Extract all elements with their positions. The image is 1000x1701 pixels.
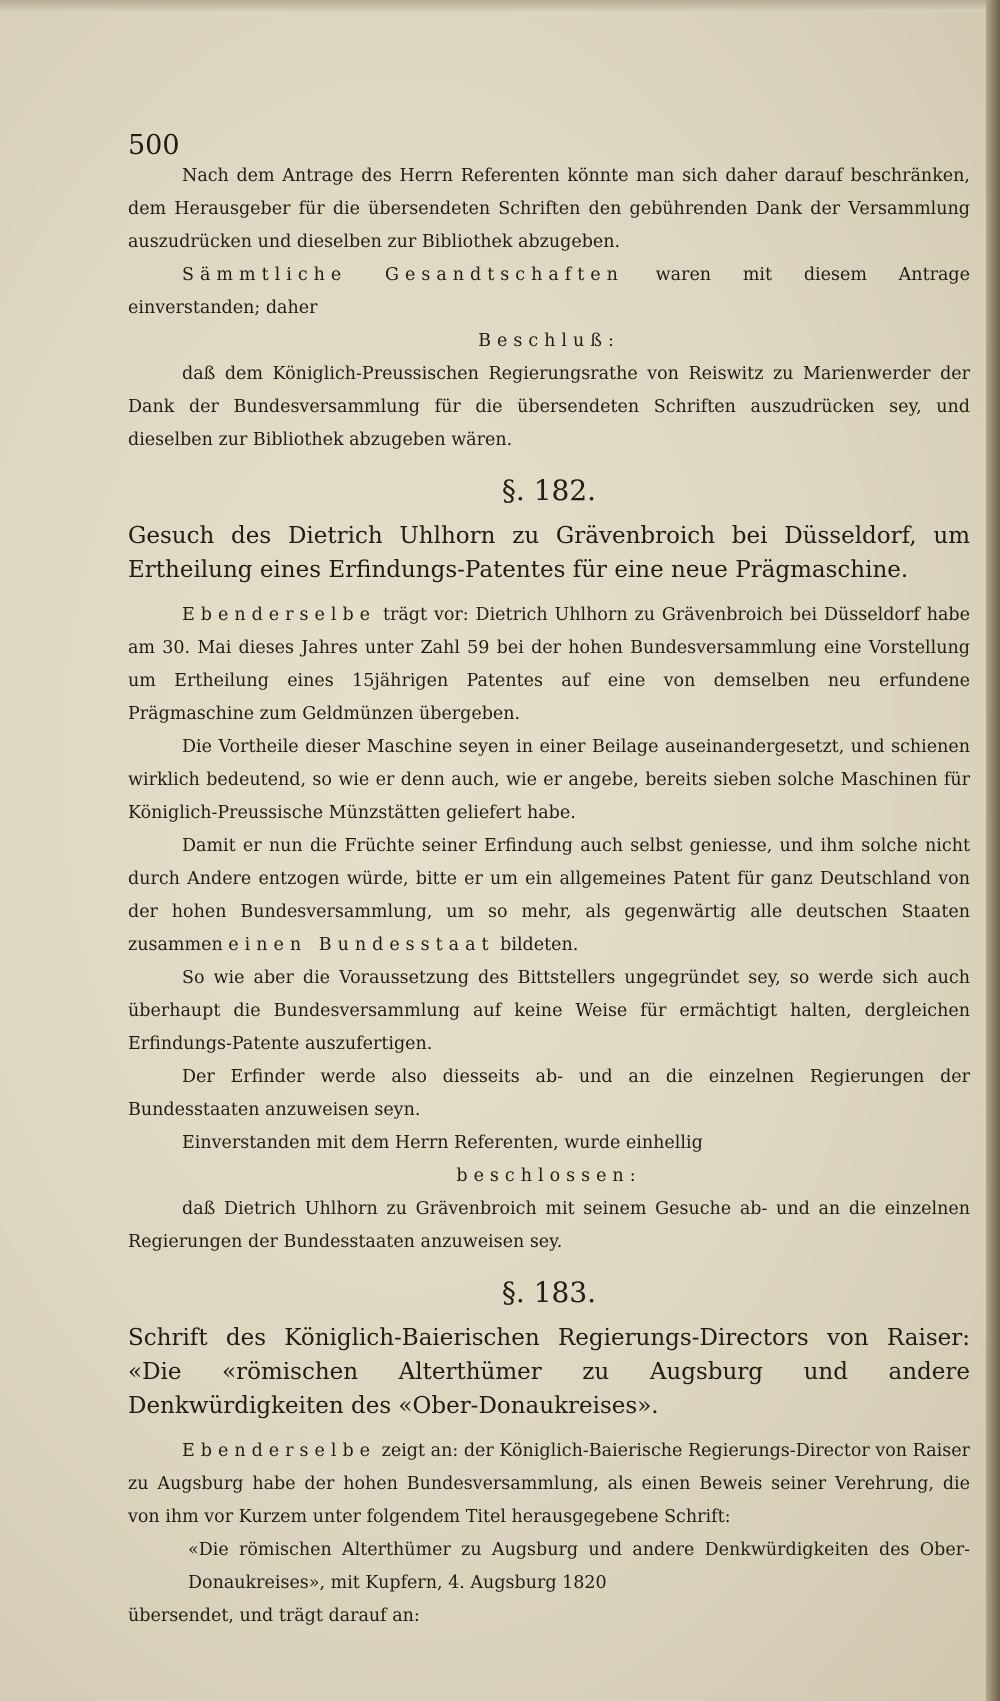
book-title-quote: «Die römischen Alterthümer zu Augsburg und andere Denkwürdigkeiten des Ober-Donaukreises», mit Kupfern, 4. Augsburg 1820	[188, 1540, 970, 1593]
paragraph-vortheile: Die Vortheile dieser Maschine seyen in einer Beilage auseinandergesetzt, und schienen wirklich bedeutend, so wie er denn auch, wie er angebe, bereits sieben solche Maschinen für Königlich-Preussische Münzstätten geliefert habe.	[128, 737, 970, 823]
paragraph-voraussetzung: So wie aber die Voraussetzung des Bittstellers ungegründet sey, so werde sich auch überhaupt die Bundesversammlung auf keine Weise für ermächtigt halten, dergleichen Erfindungs-Patente auszufertigen.	[128, 968, 970, 1054]
spaced-text: Sämmtliche Gesandtschaften	[182, 265, 624, 285]
paragraph-text: bildeten.	[494, 935, 579, 955]
paragraph-beschluss: daß dem Königlich-Preussischen Regierungsrathe von Reiswitz zu Marienwerder der Dank der Bundesversammlung für die übersendeten Schriften auszudrücken sey, und dieselben zur Bibliothek abzugeben wären.	[128, 364, 970, 450]
page-edge-right	[986, 0, 1000, 1701]
spaced-text: einen Bundesstaat	[228, 935, 495, 955]
section-number-182: §. 182.	[501, 474, 597, 507]
paragraph-fruechte	[128, 830, 970, 962]
paragraph-erfinder: Der Erfinder werde also diesseits ab- und an die einzelnen Regierungen der Bundesstaaten anzuweisen seyn.	[128, 1067, 970, 1120]
paragraph-anzeige	[128, 1435, 970, 1534]
section-title-183: Schrift des Königlich-Baierischen Regierungs-Directors von Raiser: «Die «römischen Alterthümer zu Augsburg und andere Denkwürdigkeiten des «Ober-Donaukreises».	[128, 1325, 970, 1419]
paragraph-text: trägt vor: Dietrich Uhlhorn zu Grävenbroich bei Düsseldorf habe am 30. Mai dieses Jahres unter Zahl 59 bei der hohen Bundesversammlung eine Vorstellung um Ertheilung eines 15jährigen Patentes auf eine von demselben neu erfundene Prägmaschine zum Geldmünzen übergeben.	[128, 605, 970, 724]
section-number-183: §. 183.	[501, 1276, 597, 1309]
paragraph-vortrag	[128, 599, 970, 731]
page-number: 500	[128, 130, 180, 161]
page-body	[128, 160, 970, 1633]
paragraph-gesandtschaften	[128, 259, 970, 325]
page-edge-top	[0, 0, 1000, 12]
paragraph-text: zeigt an: der Königlich-Baierische Regierungs-Director von Raiser zu Augsburg habe der hohen Bundesversammlung, als einen Beweis seiner Verehrung, die von ihm vor Kurzem unter folgendem Titel herausgegebene Schrift:	[128, 1441, 970, 1527]
spaced-text: Ebenderselbe	[182, 605, 377, 625]
paragraph-uebersendet: übersendet, und trägt darauf an:	[128, 1606, 420, 1626]
beschluss-heading: Beschluß:	[478, 331, 620, 351]
paragraph-beschlossen: daß Dietrich Uhlhorn zu Grävenbroich mit seinem Gesuche ab- und an die einzelnen Regierungen der Bundesstaaten anzuweisen sey.	[128, 1199, 970, 1252]
paragraph-einverstanden: Einverstanden mit dem Herrn Referenten, wurde einhellig	[182, 1133, 703, 1153]
beschlossen-heading: beschlossen:	[456, 1166, 642, 1186]
spaced-text: Ebenderselbe	[182, 1441, 377, 1461]
paragraph-text: Damit er nun die Früchte seiner Erfindung auch selbst geniesse, und ihm solche nicht durch Andere entzogen würde, bitte er um ein allgemeines Patent für ganz Deutschland von der hohen Bundesversammlung, um so mehr, als gegenwärtig alle deutschen Staaten zusammen	[128, 836, 970, 955]
paragraph-text: waren mit diesem Antrage einverstanden; daher	[128, 265, 970, 318]
section-title-182: Gesuch des Dietrich Uhlhorn zu Grävenbroich bei Düsseldorf, um Ertheilung eines Erfindungs-Patentes für eine neue Prägmaschine.	[128, 523, 970, 583]
paragraph-antrag: Nach dem Antrage des Herrn Referenten könnte man sich daher darauf beschränken, dem Herausgeber für die übersendeten Schriften den gebührenden Dank der Versammlung auszudrücken und dieselben zur Bibliothek abzugeben.	[128, 166, 970, 252]
